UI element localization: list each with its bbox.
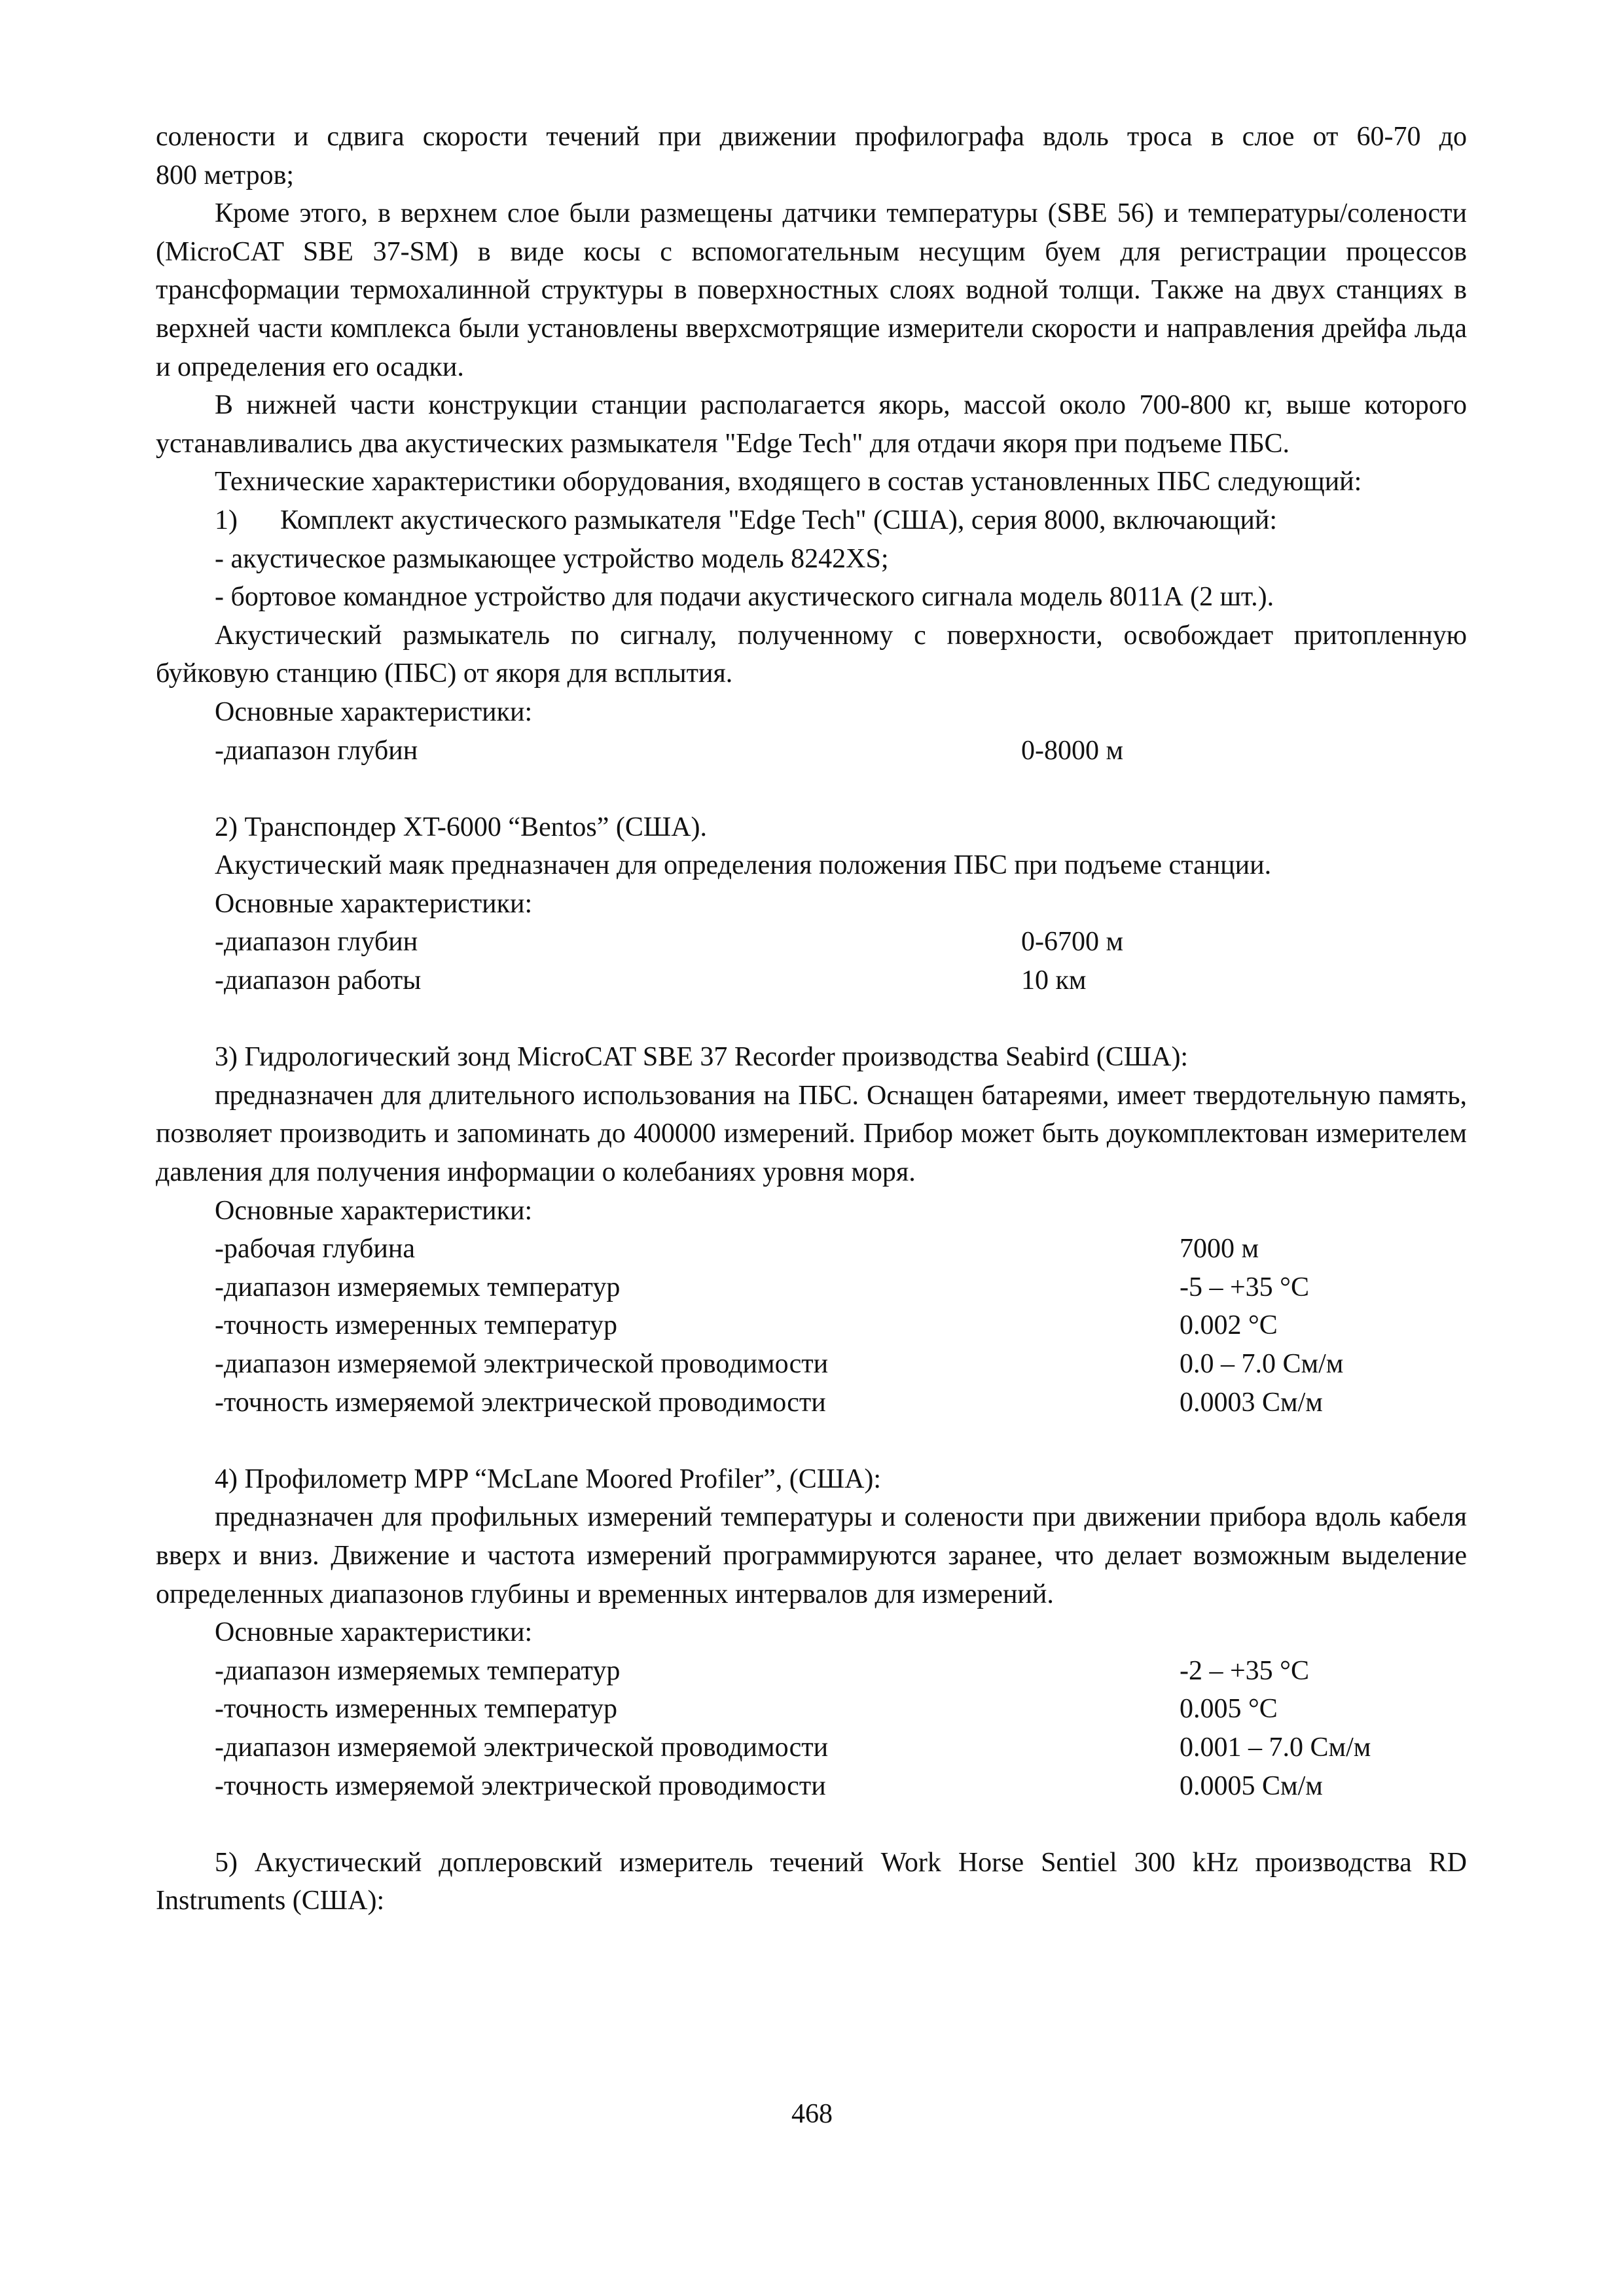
spec-row — [156, 1729, 1467, 1767]
spec-value: 10 км — [1021, 965, 1087, 996]
spec-label: -точность измеряемой электрической проводимости — [215, 1387, 826, 1418]
text-line: 800 метров; — [156, 160, 295, 190]
spec-row — [156, 923, 1467, 961]
spec-heading: Основные характеристики: — [215, 888, 533, 919]
spacer — [156, 1805, 1467, 1844]
spec-value: 0.0005 См/м — [1180, 1770, 1323, 1801]
item-1-title — [156, 501, 1467, 540]
spacer — [156, 1422, 1467, 1460]
spec-label: -точность измеренных температур — [215, 1310, 618, 1341]
page-number: 468 — [791, 2099, 833, 2129]
item-2-description: Акустический маяк предназначен для определения положения ПБС при подъеме станции. — [215, 850, 1272, 881]
spec-row — [156, 1345, 1467, 1384]
spec-label: -диапазон измеряемой электрической проводимости — [215, 1732, 829, 1763]
spec-heading: Основные характеристики: — [215, 1617, 533, 1648]
spec-value: 0-6700 м — [1021, 927, 1124, 958]
spec-row — [156, 1690, 1467, 1729]
spec-value: 0.002 °С — [1180, 1310, 1278, 1341]
spec-value: 0.0003 См/м — [1180, 1387, 1323, 1418]
spec-value: 7000 м — [1180, 1234, 1259, 1265]
item-2-title: 2) Транспондер XT-6000 “Bentos” (США). — [215, 812, 708, 842]
spec-value: -2 – +35 °С — [1180, 1655, 1309, 1686]
spec-label: -диапазон измеряемой электрической проводимости — [215, 1349, 829, 1379]
item-1-sub-1: - акустическое размыкающее устройство модель 8242XS; — [215, 543, 889, 574]
item-1-title-text: Комплект акустического размыкателя "Edge Tech" (США), серия 8000, включающий: — [280, 505, 1278, 535]
text-line: солености и сдвига скорости течений при движении профилографа вдоль троса в слое от 60-70 до — [156, 122, 1467, 152]
item-3-description: предназначен для длительного использования на ПБС. Оснащен батареями, имеет твердотельную память, позволяет производить и запоминать до 400000 измерений. Прибор может быть доукомплектован измерителем давления для получения информации о колебаниях уровня моря. — [156, 1080, 1467, 1188]
item-5-title: 5) Акустический доплеровский измеритель течений Work Horse Sentiel 300 kHz производства RD Instruments (США): — [156, 1847, 1467, 1916]
spec-label: -диапазон измеряемых температур — [215, 1655, 621, 1686]
spacer — [156, 770, 1467, 808]
paragraph-anchor: В нижней части конструкции станции располагается якорь, массой около 700-800 кг, выше которого устанавливались два акустических размыкателя "Edge Tech" для отдачи якоря при подъеме ПБС. — [156, 390, 1467, 459]
spec-value: 0.005 °С — [1180, 1694, 1278, 1725]
spec-label: -точность измеренных температур — [215, 1694, 618, 1725]
spec-heading: Основные характеристики: — [215, 696, 533, 727]
spec-label: -точность измеряемой электрической проводимости — [215, 1770, 826, 1801]
spec-row — [156, 961, 1467, 1000]
spec-row — [156, 1230, 1467, 1268]
spec-row — [156, 1767, 1467, 1806]
item-1-description: Акустический размыкатель по сигналу, полученному с поверхности, освобождает притопленную буйковую станцию (ПБС) от якоря для всплытия. — [156, 620, 1467, 689]
spec-row — [156, 1652, 1467, 1691]
item-1-sub-2: - бортовое командное устройство для подачи акустического сигнала модель 8011А (2 шт.). — [215, 582, 1274, 613]
spec-label: -диапазон измеряемых температур — [215, 1272, 621, 1302]
spec-row — [156, 1268, 1467, 1307]
spec-heading: Основные характеристики: — [215, 1195, 533, 1226]
item-3-title: 3) Гидрологический зонд MicroCAT SBE 37 Recorder производства Seabird (США): — [215, 1042, 1189, 1073]
spacer — [156, 1000, 1467, 1039]
spec-value: -5 – +35 °С — [1180, 1272, 1309, 1302]
item-1-number: 1) — [215, 505, 238, 535]
page-body — [156, 118, 1467, 1920]
spec-row — [156, 732, 1467, 770]
spec-label: -диапазон работы — [215, 965, 422, 996]
paragraph-tech-characteristics: Технические характеристики оборудования, входящего в состав установленных ПБС следующий: — [215, 467, 1362, 497]
spec-value: 0-8000 м — [1021, 735, 1124, 766]
paragraph-sensors: Кроме этого, в верхнем слое были размещены датчики температуры (SBE 56) и температуры/солености (MicroCAT SBE 37-SM) в виде косы с вспомогательным несущим буем для регистрации процессов трансформации термохалинной структуры в поверхностных слоях водной толщи. Также на двух станциях в верхней части комплекса были установлены вверхсмотрящие измерители скорости и направления дрейфа льда и определения его осадки. — [156, 198, 1467, 382]
spec-value: 0.001 – 7.0 См/м — [1180, 1732, 1371, 1763]
spec-value: 0.0 – 7.0 См/м — [1180, 1349, 1344, 1379]
spec-label: -диапазон глубин — [215, 927, 418, 958]
spec-label: -рабочая глубина — [215, 1234, 415, 1265]
spec-row — [156, 1384, 1467, 1422]
spec-label: -диапазон глубин — [215, 735, 418, 766]
item-4-description: предназначен для профильных измерений температуры и солености при движении прибора вдоль кабеля вверх и вниз. Движение и частота измерений программируются заранее, что делает возможным выделение определенных диапазонов глубины и временных интервалов для измерений. — [156, 1502, 1467, 1609]
spec-row — [156, 1306, 1467, 1345]
item-4-title: 4) Профилометр MPP “McLane Moored Profiler”, (США): — [215, 1463, 882, 1494]
